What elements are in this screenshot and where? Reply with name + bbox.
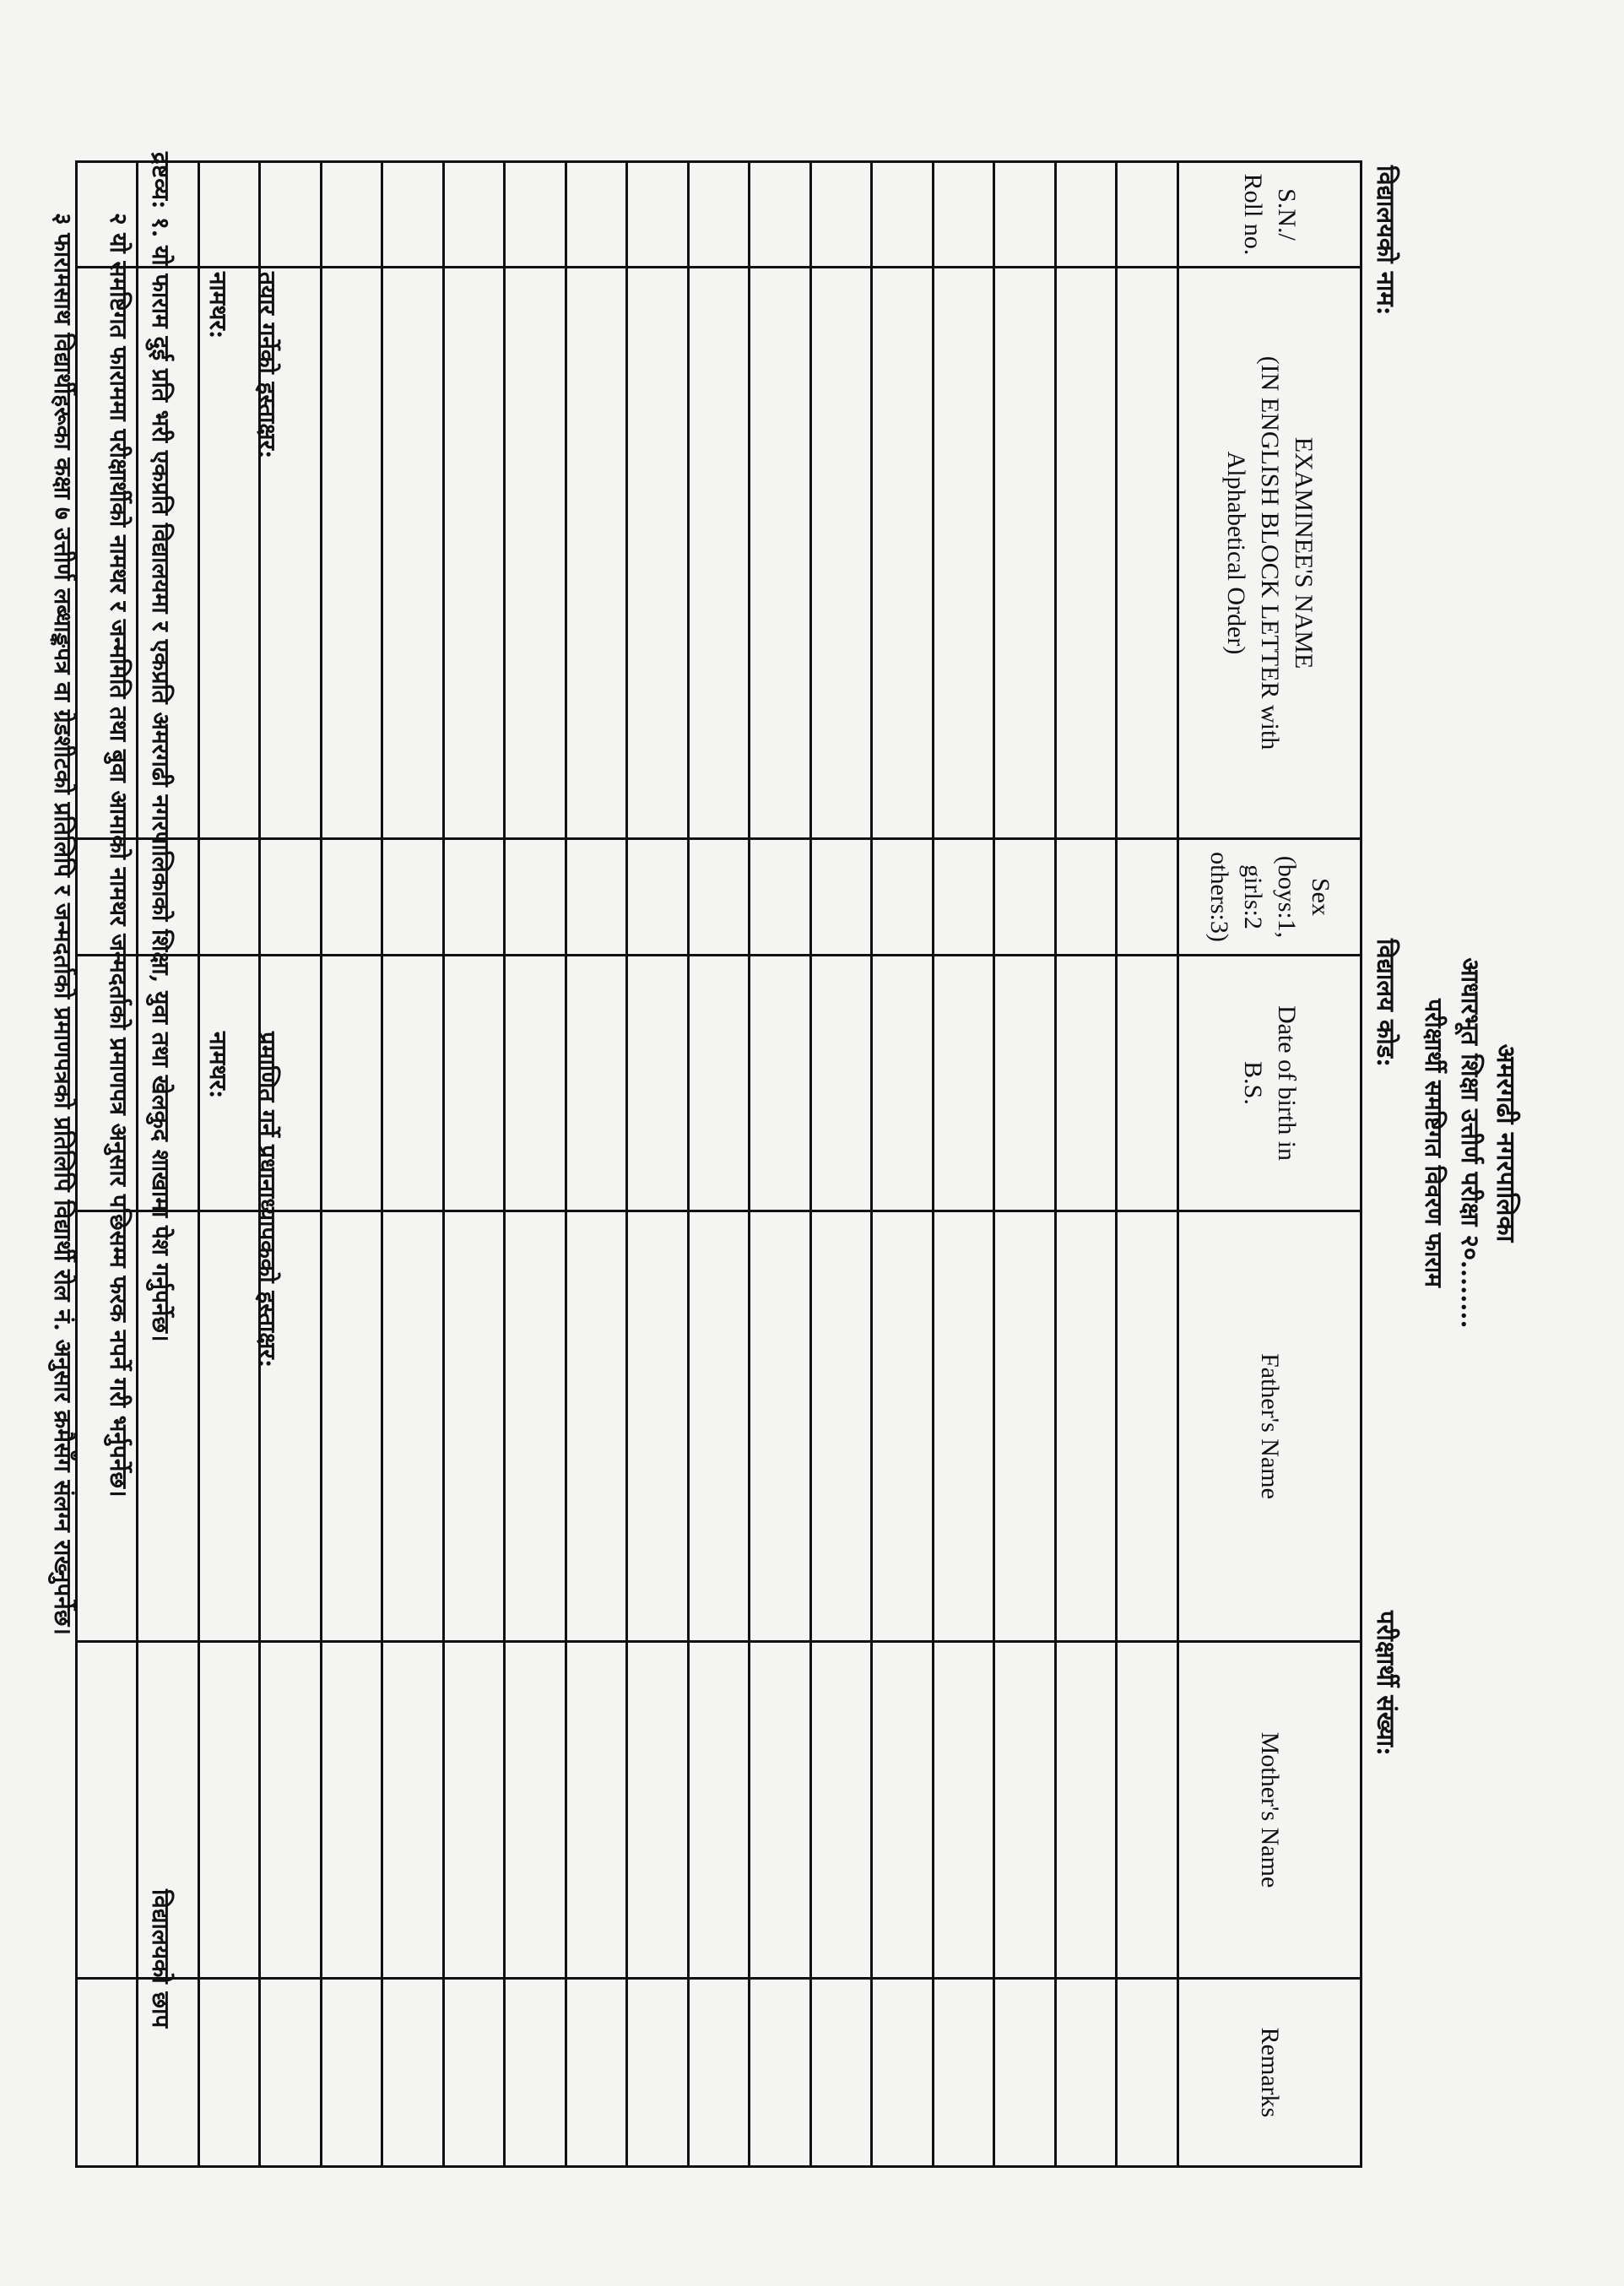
note-1: द्रष्टव्य: १. यो फाराम दुई प्रति भरी एकप्रति विद्यालयमा र एकप्रति अमरगढी नगरपालिकाको शिक्षा, युवा तथा खेलकुद शाखामा पेश गर्नुपर्नेछ। [147,152,175,1342]
cell-remarks[interactable] [750,1979,811,2167]
cell-mother-name[interactable] [872,1642,934,1979]
cell-sex[interactable] [444,839,506,956]
cell-date-of-birth[interactable] [444,956,506,1211]
cell-examinee-name[interactable] [1117,268,1178,839]
cell-date-of-birth[interactable] [505,956,566,1211]
cell-examinee-name[interactable] [322,268,383,839]
note-2: २ यो समष्टिगत फाराममा परीक्षार्थीको नामथर र जन्ममिति तथा बुवा आमाको नामथर जन्मदर्ताको प्रमाणपत्र अनुसार पछिसम्म फरक नपर्ने गरी भर्नुपर्नेछ। [105,213,133,1498]
cell-father-name[interactable] [627,1211,689,1642]
cell-examinee-name[interactable] [689,268,750,839]
cell-mother-name[interactable] [934,1642,995,1979]
cell-remarks[interactable] [934,1979,995,2167]
cell-sn[interactable] [322,162,383,268]
cell-sn[interactable] [750,162,811,268]
school-name-label: विद्यालयको नाम: [1372,165,1400,316]
cell-father-name[interactable] [382,1211,444,1642]
cell-remarks[interactable] [199,1979,261,2167]
table-row [934,162,995,2167]
school-code-label: विद्यालय कोड: [1372,939,1400,1067]
cell-date-of-birth[interactable] [382,956,444,1211]
cell-sex[interactable] [689,839,750,956]
cell-mother-name[interactable] [199,1642,261,1979]
cell-remarks[interactable] [872,1979,934,2167]
cell-sn[interactable] [1056,162,1118,268]
cell-date-of-birth[interactable] [934,956,995,1211]
cell-sn[interactable] [811,162,873,268]
cell-mother-name[interactable] [566,1642,628,1979]
cell-remarks[interactable] [811,1979,873,2167]
table-row [322,162,383,2167]
cell-sn[interactable] [260,162,322,268]
cell-father-name[interactable] [750,1211,811,1642]
cell-remarks[interactable] [566,1979,628,2167]
cell-father-name[interactable] [322,1211,383,1642]
cell-mother-name[interactable] [1056,1642,1118,1979]
cell-father-name[interactable] [872,1211,934,1642]
cell-date-of-birth[interactable] [627,956,689,1211]
cell-remarks[interactable] [382,1979,444,2167]
table-row [1056,162,1118,2167]
cell-mother-name[interactable] [627,1642,689,1979]
cell-sex[interactable] [811,839,873,956]
cell-mother-name[interactable] [689,1642,750,1979]
cell-sn[interactable] [566,162,628,268]
cell-mother-name[interactable] [322,1642,383,1979]
cell-remarks[interactable] [77,1979,138,2167]
cell-remarks[interactable] [444,1979,506,2167]
column-header-father-name: Father's Name [1178,1211,1361,1642]
cell-sn[interactable] [505,162,566,268]
cell-examinee-name[interactable] [444,268,506,839]
cell-sex[interactable] [750,839,811,956]
cell-sn[interactable] [199,162,261,268]
cell-father-name[interactable] [994,1211,1056,1642]
cell-father-name[interactable] [934,1211,995,1642]
cell-examinee-name[interactable] [505,268,566,839]
cell-examinee-name[interactable] [934,268,995,839]
cell-date-of-birth[interactable] [750,956,811,1211]
cell-father-name[interactable] [505,1211,566,1642]
table-row [750,162,811,2167]
cell-mother-name[interactable] [77,1642,138,1979]
cell-date-of-birth[interactable] [1056,956,1118,1211]
cell-examinee-name[interactable] [627,268,689,839]
cell-sex[interactable] [199,839,261,956]
cell-remarks[interactable] [689,1979,750,2167]
cell-date-of-birth[interactable] [322,956,383,1211]
cell-examinee-name[interactable] [566,268,628,839]
cell-sex[interactable] [627,839,689,956]
cell-date-of-birth[interactable] [811,956,873,1211]
headteacher-signature-label: प्रमाणित गर्ने प्रधानाध्यापकको हस्ताक्षर: [253,1032,281,1368]
cell-sex[interactable] [994,839,1056,956]
column-header-sn: S.N./ Roll no. [1178,162,1361,268]
cell-father-name[interactable] [811,1211,873,1642]
cell-sn[interactable] [444,162,506,268]
headteacher-name-label: नामथर: [204,1032,232,1099]
cell-mother-name[interactable] [444,1642,506,1979]
cell-sn[interactable] [872,162,934,268]
table-row [566,162,628,2167]
cell-examinee-name[interactable] [811,268,873,839]
table-row [382,162,444,2167]
school-stamp-label: विद्यालयको छाप [147,1889,175,2029]
cell-date-of-birth[interactable] [566,956,628,1211]
cell-sn[interactable] [382,162,444,268]
table-row [1117,162,1178,2167]
cell-mother-name[interactable] [260,1642,322,1979]
table-row [872,162,934,2167]
prepared-by-signature-label: तयार गर्नेको हस्ताक्षर: [253,272,281,459]
cell-mother-name[interactable] [750,1642,811,1979]
cell-mother-name[interactable] [1117,1642,1178,1979]
form-title: परीक्षार्थी समष्टिगत विवरण फाराम [1420,999,1448,1287]
examinee-count-label: परीक्षार्थी संख्या: [1372,1611,1400,1756]
cell-date-of-birth[interactable] [994,956,1056,1211]
cell-sn[interactable] [689,162,750,268]
cell-mother-name[interactable] [382,1642,444,1979]
cell-sex[interactable] [260,839,322,956]
cell-sn[interactable] [934,162,995,268]
cell-sex[interactable] [505,839,566,956]
cell-examinee-name[interactable] [994,268,1056,839]
column-header-mother-name: Mother's Name [1178,1642,1361,1979]
cell-sex[interactable] [382,839,444,956]
column-header-date-of-birth: Date of birth in B.S. [1178,956,1361,1211]
cell-sex[interactable] [1117,839,1178,956]
prepared-by-name-label: नामथर: [204,272,232,339]
cell-mother-name[interactable] [994,1642,1056,1979]
cell-sn[interactable] [994,162,1056,268]
column-header-remarks: Remarks [1178,1979,1361,2167]
cell-father-name[interactable] [1117,1211,1178,1642]
column-header-examinee-name: EXAMINEE'S NAME (IN ENGLISH BLOCK LETTER with Alphabetical Order) [1178,268,1361,839]
cell-sex[interactable] [322,839,383,956]
table-row [994,162,1056,2167]
cell-sex[interactable] [1056,839,1118,956]
cell-sn[interactable] [1117,162,1178,268]
cell-sex[interactable] [872,839,934,956]
note-3: ३ फारामसाथ विद्यार्थीहरूका कक्षा ७ उत्तीर्ण लब्धाङ्कपत्र वा ग्रेडशीटको प्रतिलिपि र जन्मदर्ताको प्रमाणपत्रको प्रतिलिपि विद्यार्थी रोल नं. अनुसार क्रमैसँग संलग्न राख्नुपर्नेछ। [49,213,77,1636]
cell-father-name[interactable] [689,1211,750,1642]
cell-examinee-name[interactable] [382,268,444,839]
cell-examinee-name[interactable] [750,268,811,839]
exam-subtitle: आधारभूत शिक्षा उत्तीर्ण परीक्षा २०........ [1456,957,1485,1329]
cell-date-of-birth[interactable] [872,956,934,1211]
municipality-title: अमरगढी नगरपालिका [1491,1043,1520,1243]
cell-sn[interactable] [627,162,689,268]
cell-remarks[interactable] [322,1979,383,2167]
cell-mother-name[interactable] [811,1642,873,1979]
table-row [627,162,689,2167]
cell-sex[interactable] [566,839,628,956]
table-header-row [1178,162,1361,2167]
cell-father-name[interactable] [1056,1211,1118,1642]
cell-remarks[interactable] [994,1979,1056,2167]
cell-father-name[interactable] [566,1211,628,1642]
cell-examinee-name[interactable] [872,268,934,839]
cell-mother-name[interactable] [505,1642,566,1979]
table-row [689,162,750,2167]
cell-remarks[interactable] [260,1979,322,2167]
table-row [811,162,873,2167]
cell-examinee-name[interactable] [1056,268,1118,839]
cell-father-name[interactable] [444,1211,506,1642]
cell-remarks[interactable] [505,1979,566,2167]
cell-remarks[interactable] [1117,1979,1178,2167]
cell-date-of-birth[interactable] [1117,956,1178,1211]
table-row [505,162,566,2167]
column-header-sex: Sex (boys:1, girls:2 others:3) [1178,839,1361,956]
cell-remarks[interactable] [627,1979,689,2167]
cell-sex[interactable] [934,839,995,956]
table-row [444,162,506,2167]
cell-remarks[interactable] [1056,1979,1118,2167]
cell-date-of-birth[interactable] [689,956,750,1211]
